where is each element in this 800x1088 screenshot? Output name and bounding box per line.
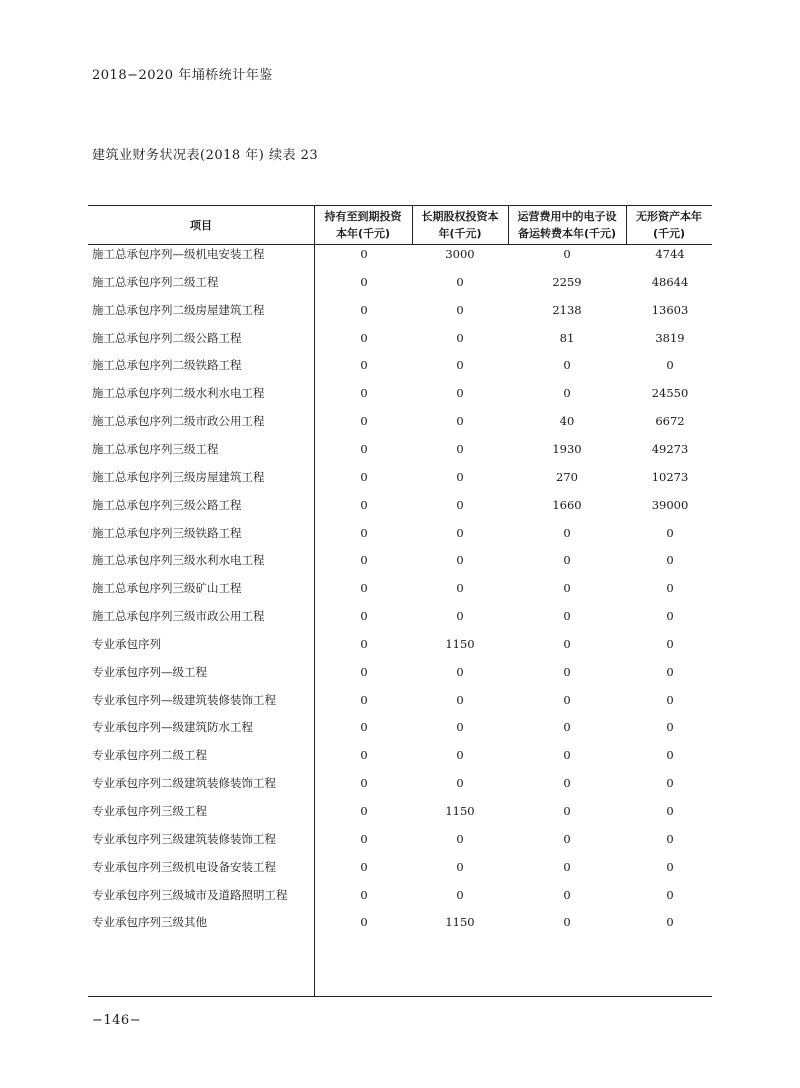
table-cell: 0 xyxy=(666,831,674,846)
table-cell: 1660 xyxy=(552,497,582,512)
table-cell: 0 xyxy=(360,887,368,902)
table-cell: 0 xyxy=(360,274,368,289)
table-cell: 0 xyxy=(666,581,674,596)
table-cell: 0 xyxy=(563,804,571,818)
table-row xyxy=(88,634,712,654)
table-cell: 0 xyxy=(360,748,368,763)
table-row xyxy=(88,829,712,849)
table-cell: 0 xyxy=(456,581,464,596)
table-row xyxy=(88,300,712,320)
table-cell: 0 xyxy=(563,664,571,679)
table-cell: 0 xyxy=(666,692,674,707)
row-label: 施工总承包序列二级铁路工程 xyxy=(92,358,242,373)
table-cell: 0 xyxy=(456,358,464,373)
table-row xyxy=(88,578,712,598)
row-label: 施工总承包序列三级铁路工程 xyxy=(92,525,242,540)
table-cell: 24550 xyxy=(651,386,689,401)
table-cell: 4744 xyxy=(655,247,685,261)
table-cell: 1150 xyxy=(445,636,475,651)
table-cell: 0 xyxy=(563,859,571,874)
row-label: 施工总承包序列二级水利水电工程 xyxy=(92,386,265,401)
table-cell: 0 xyxy=(360,636,368,651)
table-row xyxy=(88,857,712,877)
table-cell: 0 xyxy=(360,831,368,846)
row-label: 专业承包序列二级工程 xyxy=(92,748,207,763)
page-number: −146− xyxy=(92,1013,142,1028)
table-row xyxy=(88,244,712,264)
table-cell: 39000 xyxy=(651,497,689,512)
table-cell: 0 xyxy=(360,525,368,540)
running-header: 2018−2020 年埇桥统计年鉴 xyxy=(92,68,273,83)
table-cell: 0 xyxy=(456,553,464,568)
table-cell: 2259 xyxy=(552,274,582,289)
table-cell: 0 xyxy=(666,664,674,679)
table-cell: 1930 xyxy=(552,441,582,456)
table-cell: 0 xyxy=(456,776,464,791)
table-row xyxy=(88,495,712,515)
table-cell: 0 xyxy=(456,497,464,512)
row-label: 专业承包序列三级工程 xyxy=(92,804,207,818)
table-cell: 0 xyxy=(360,804,368,818)
table-cell: 0 xyxy=(666,525,674,540)
table-cell: 0 xyxy=(456,441,464,456)
table-cell: 0 xyxy=(563,636,571,651)
table-cell: 1150 xyxy=(445,804,475,818)
table-cell: 0 xyxy=(456,386,464,401)
row-label: 专业承包序列二级建筑装修装饰工程 xyxy=(92,776,276,791)
table-cell: 0 xyxy=(456,302,464,317)
table-cell: 0 xyxy=(563,525,571,540)
table-cell: 0 xyxy=(360,692,368,707)
table-cell: 0 xyxy=(666,553,674,568)
table-cell: 0 xyxy=(666,776,674,791)
table-cell: 0 xyxy=(666,887,674,902)
header-held-to-maturity: 持有至到期投资 本年(千元) xyxy=(324,210,402,240)
table-cell: 0 xyxy=(360,441,368,456)
table-cell: 0 xyxy=(666,804,674,818)
table-cell: 0 xyxy=(563,609,571,624)
table-cell: 0 xyxy=(563,358,571,373)
table-cell: 0 xyxy=(456,609,464,624)
row-label: 施工总承包序列—级机电安装工程 xyxy=(92,247,265,261)
table-cell: 0 xyxy=(456,859,464,874)
table-row xyxy=(88,355,712,375)
table-cell: 0 xyxy=(360,386,368,401)
table-row xyxy=(88,717,712,737)
table-row xyxy=(88,801,712,821)
table-cell: 0 xyxy=(360,358,368,373)
row-label: 专业承包序列三级其他 xyxy=(92,915,207,930)
table-cell: 10273 xyxy=(651,469,689,484)
row-label: 施工总承包序列二级公路工程 xyxy=(92,330,242,345)
table-bottom-rule xyxy=(88,996,712,997)
table-title: 建筑业财务状况表(2018 年) 续表 23 xyxy=(92,148,319,163)
table-row xyxy=(88,523,712,543)
table-cell: 48644 xyxy=(651,274,689,289)
table-row xyxy=(88,606,712,626)
header-intangible-assets: 无形资产本年 (千元) xyxy=(636,210,702,240)
table-cell: 0 xyxy=(456,330,464,345)
table-cell: 49273 xyxy=(651,441,689,456)
table-row xyxy=(88,272,712,292)
table-cell: 0 xyxy=(360,581,368,596)
row-label: 施工总承包序列三级房屋建筑工程 xyxy=(92,469,265,484)
data-table xyxy=(88,205,712,998)
table-cell: 0 xyxy=(360,664,368,679)
row-label: 施工总承包序列三级矿山工程 xyxy=(92,581,242,596)
header-item: 项目 xyxy=(190,218,212,232)
table-row xyxy=(88,773,712,793)
table-cell: 0 xyxy=(360,414,368,429)
table-cell: 0 xyxy=(666,720,674,735)
table-cell: 3819 xyxy=(655,330,685,345)
table-cell: 81 xyxy=(559,330,575,345)
table-cell: 270 xyxy=(556,469,578,484)
table-row xyxy=(88,383,712,403)
table-cell: 0 xyxy=(360,469,368,484)
table-row xyxy=(88,411,712,431)
table-cell: 0 xyxy=(666,609,674,624)
table-cell: 0 xyxy=(456,748,464,763)
table-cell: 0 xyxy=(666,915,674,930)
table-cell: 0 xyxy=(456,692,464,707)
table-cell: 0 xyxy=(360,720,368,735)
table-cell: 0 xyxy=(666,636,674,651)
table-cell: 6672 xyxy=(655,414,685,429)
table-cell: 0 xyxy=(456,887,464,902)
row-label: 专业承包序列三级机电设备安装工程 xyxy=(92,859,276,874)
table-cell: 0 xyxy=(563,887,571,902)
table-cell: 0 xyxy=(666,859,674,874)
column-divider xyxy=(314,205,315,997)
table-row xyxy=(88,690,712,710)
table-cell: 0 xyxy=(563,553,571,568)
row-label: 专业承包序列三级城市及道路照明工程 xyxy=(92,887,288,902)
table-cell: 0 xyxy=(563,748,571,763)
table-cell: 0 xyxy=(360,302,368,317)
header-electronic-equipment-cost: 运营费用中的电子设 备运转费本年(千元) xyxy=(517,210,617,240)
table-row xyxy=(88,439,712,459)
table-cell: 0 xyxy=(456,831,464,846)
row-label: 施工总承包序列三级市政公用工程 xyxy=(92,609,265,624)
table-row xyxy=(88,550,712,570)
table-cell: 0 xyxy=(456,664,464,679)
row-label: 专业承包序列—级建筑装修装饰工程 xyxy=(92,692,276,707)
row-label: 施工总承包序列三级工程 xyxy=(92,441,219,456)
table-cell: 0 xyxy=(456,274,464,289)
row-label: 专业承包序列—级工程 xyxy=(92,664,207,679)
row-label: 施工总承包序列二级工程 xyxy=(92,274,219,289)
row-label: 施工总承包序列二级房屋建筑工程 xyxy=(92,302,265,317)
table-cell: 0 xyxy=(563,776,571,791)
table-cell: 0 xyxy=(666,358,674,373)
table-cell: 0 xyxy=(456,525,464,540)
table-cell: 0 xyxy=(360,330,368,345)
table-cell: 0 xyxy=(563,386,571,401)
table-cell: 0 xyxy=(360,859,368,874)
table-cell: 40 xyxy=(559,414,575,429)
table-cell: 3000 xyxy=(445,247,475,261)
table-cell: 0 xyxy=(456,469,464,484)
table-cell: 2138 xyxy=(552,302,582,317)
row-label: 施工总承包序列三级公路工程 xyxy=(92,497,242,512)
table-row xyxy=(88,885,712,905)
row-label: 专业承包序列 xyxy=(92,636,161,651)
row-label: 专业承包序列三级建筑装修装饰工程 xyxy=(92,831,276,846)
table-cell: 0 xyxy=(360,247,368,261)
table-cell: 0 xyxy=(563,915,571,930)
table-cell: 0 xyxy=(360,497,368,512)
table-cell: 0 xyxy=(666,748,674,763)
table-cell: 0 xyxy=(456,720,464,735)
table-cell: 13603 xyxy=(651,302,689,317)
table-cell: 1150 xyxy=(445,915,475,930)
table-cell: 0 xyxy=(360,776,368,791)
table-cell: 0 xyxy=(563,720,571,735)
table-row xyxy=(88,912,712,932)
table-row xyxy=(88,328,712,348)
table-cell: 0 xyxy=(456,414,464,429)
table-cell: 0 xyxy=(360,609,368,624)
table-cell: 0 xyxy=(360,915,368,930)
table-cell: 0 xyxy=(563,581,571,596)
row-label: 施工总承包序列二级市政公用工程 xyxy=(92,414,265,429)
header-long-term-equity: 长期股权投资本 年(千元) xyxy=(421,210,499,240)
table-row xyxy=(88,467,712,487)
table-cell: 0 xyxy=(563,831,571,846)
table-row xyxy=(88,745,712,765)
table-cell: 0 xyxy=(563,247,571,261)
row-label: 专业承包序列—级建筑防水工程 xyxy=(92,720,253,735)
table-cell: 0 xyxy=(563,692,571,707)
table-cell: 0 xyxy=(360,553,368,568)
row-label: 施工总承包序列三级水利水电工程 xyxy=(92,553,265,568)
table-row xyxy=(88,662,712,682)
